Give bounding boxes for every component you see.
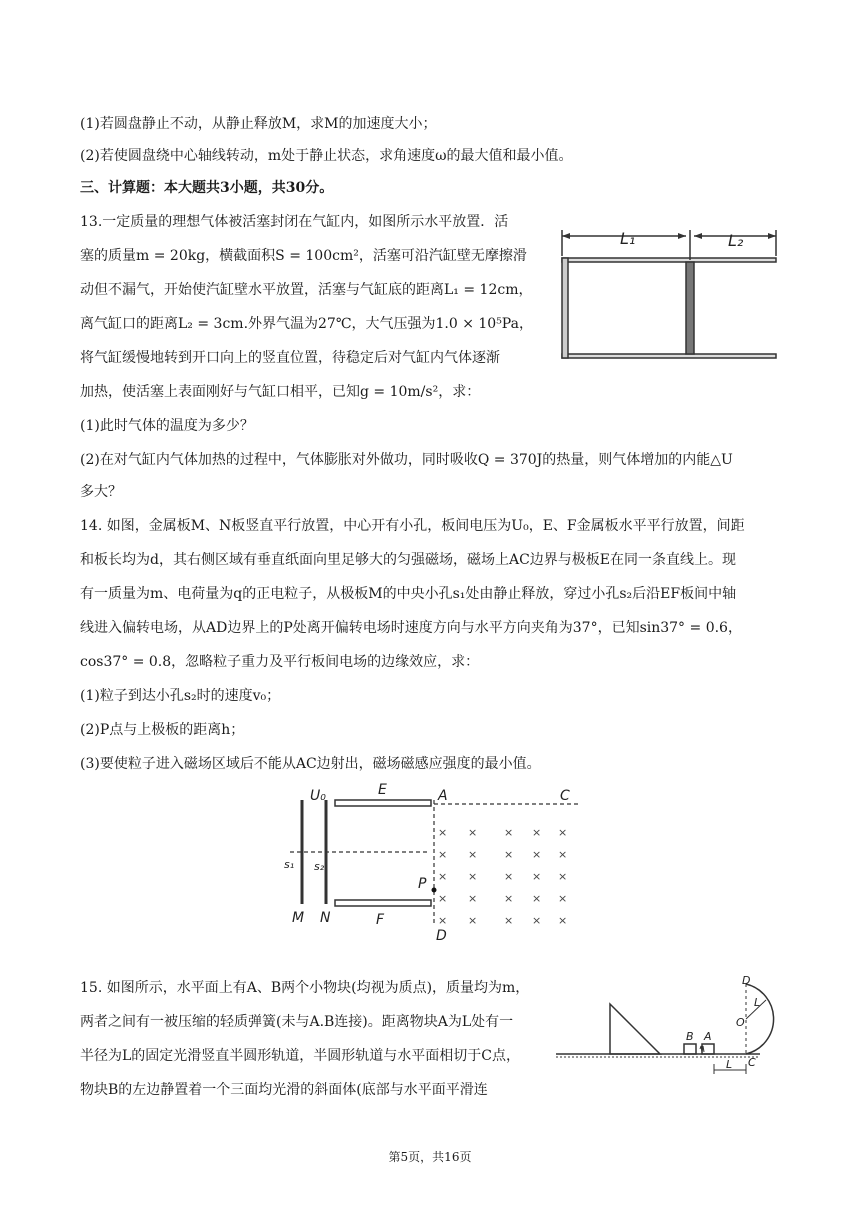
label-e: E (378, 782, 387, 798)
problem-13-line: 离气缸口的距离L₂ = 3cm.外界气温为27℃，大气压强为1.0 × 10⁵Pa， (80, 316, 533, 332)
problem-15-line: 两者之间有一被压缩的轻质弹簧(未与A.B连接)。距离物块A为L处有一 (80, 1014, 514, 1030)
label-d: D (742, 976, 751, 987)
field-mark: × (438, 826, 448, 839)
page-footer: 第5页，共16页 (388, 1150, 472, 1164)
field-mark: × (438, 870, 448, 883)
label-l-bottom: L (726, 1058, 733, 1071)
problem-13-question-1: (1)此时气体的温度为多少？ (80, 418, 254, 434)
field-mark: × (438, 914, 448, 927)
problem-15-line: 15. 如图所示，水平面上有A、B两个小物块(均视为质点)，质量均为m， (80, 980, 530, 996)
field-mark: × (532, 826, 542, 839)
problem-14-line: 有一质量为m、电荷量为q的正电粒子，从极板M的中央小孔s₁处由静止释放，穿过小孔s₂后沿EF板间中轴 (80, 586, 737, 602)
label-s2: s₂ (314, 860, 325, 873)
field-mark: × (532, 848, 542, 861)
label-m: M (292, 910, 305, 926)
section-title: 三、计算题：本大题共3小题，共30分。 (80, 180, 334, 196)
track-figure (550, 976, 786, 1080)
field-mark: × (504, 826, 514, 839)
problem-13-question-2-cont: 多大？ (80, 484, 122, 500)
label-l1: L₁ (620, 229, 636, 248)
label-a: A (438, 788, 448, 804)
question-2-line: (2)若使圆盘绕中心轴线转动，m处于静止状态，求角速度ω的最大值和最小值。 (80, 148, 573, 164)
problem-14-line: 线进入偏转电场，从AD边界上的P处离开偏转电场时速度方向与水平方向夹角为37°，已知sin37° = 0.6， (80, 620, 742, 636)
field-mark: × (468, 870, 478, 883)
field-mark: × (558, 892, 568, 905)
field-mark: × (558, 870, 568, 883)
problem-13-line: 动但不漏气，开始使汽缸壁水平放置，活塞与气缸底的距离L₁ = 12cm， (80, 282, 533, 298)
label-c: C (560, 788, 570, 804)
question-1-line: (1)若圆盘静止不动，从静止释放M，求M的加速度大小； (80, 116, 437, 132)
label-s1: s₁ (284, 858, 295, 871)
plates-field-figure (280, 778, 600, 940)
problem-14-question-1: (1)粒子到达小孔s₂时的速度v₀； (80, 688, 281, 704)
label-d: D (436, 928, 447, 940)
field-mark: × (532, 892, 542, 905)
label-n: N (320, 910, 331, 926)
problem-14-line: cos37° = 0.8，忽略粒子重力及平行板间电场的边缘效应，求： (80, 654, 480, 670)
label-b: B (686, 1030, 694, 1043)
field-mark: × (468, 892, 478, 905)
label-p: P (418, 876, 427, 892)
field-mark: × (468, 848, 478, 861)
field-mark: × (504, 848, 514, 861)
field-mark: × (532, 914, 542, 927)
problem-13-line: 将气缸缓慢地转到开口向上的竖直位置，待稳定后对气缸内气体逐渐 (80, 350, 500, 366)
field-mark: × (504, 914, 514, 927)
field-mark: × (438, 892, 448, 905)
field-mark: × (558, 826, 568, 839)
field-mark: × (468, 826, 478, 839)
field-mark: × (504, 892, 514, 905)
problem-14-question-2: (2)P点与上极板的距离h； (80, 722, 245, 738)
problem-14-question-3: (3)要使粒子进入磁场区域后不能从AC边射出，磁场磁感应强度的最小值。 (80, 756, 541, 772)
field-mark: × (468, 914, 478, 927)
label-c: C (748, 1056, 756, 1069)
problem-14-line: 14. 如图，金属板M、N板竖直平行放置，中心开有小孔，板间电压为U₀，E、F金属板水平平行放置，间距 (80, 518, 745, 534)
field-mark: × (532, 870, 542, 883)
field-mark: × (504, 870, 514, 883)
field-mark: × (558, 848, 568, 861)
label-a: A (704, 1030, 712, 1043)
label-u0: U₀ (310, 788, 326, 804)
field-mark: × (438, 848, 448, 861)
field-mark: × (558, 914, 568, 927)
problem-15-line: 半径为L的固定光滑竖直半圆形轨道，半圆形轨道与水平面相切于C点， (80, 1048, 521, 1064)
problem-13-line: 13.一定质量的理想气体被活塞封闭在气缸内，如图所示水平放置．活 (80, 214, 509, 230)
label-l-radius: L (754, 996, 761, 1009)
problem-14-line: 和板长均为d，其右侧区域有垂直纸面向里足够大的匀强磁场，磁场上AC边界与极板E在同一条直线上。现 (80, 552, 737, 568)
problem-13-question-2: (2)在对气缸内气体加热的过程中，气体膨胀对外做功，同时吸收Q = 370J的热量，则气体增加的内能△U (80, 452, 733, 468)
label-o: O (736, 1016, 745, 1029)
problem-13-line: 塞的质量m = 20kg，横截面积S = 100cm²，活塞可沿汽缸壁无摩擦滑 (80, 248, 527, 264)
label-l2: L₂ (728, 231, 744, 250)
label-f: F (376, 912, 385, 928)
problem-15-line: 物块B的左边静置着一个三面均光滑的斜面体(底部与水平面平滑连 (80, 1082, 488, 1098)
cylinder-figure (548, 222, 782, 368)
problem-13-line: 加热，使活塞上表面刚好与气缸口相平，已知g = 10m/s²，求： (80, 384, 481, 400)
